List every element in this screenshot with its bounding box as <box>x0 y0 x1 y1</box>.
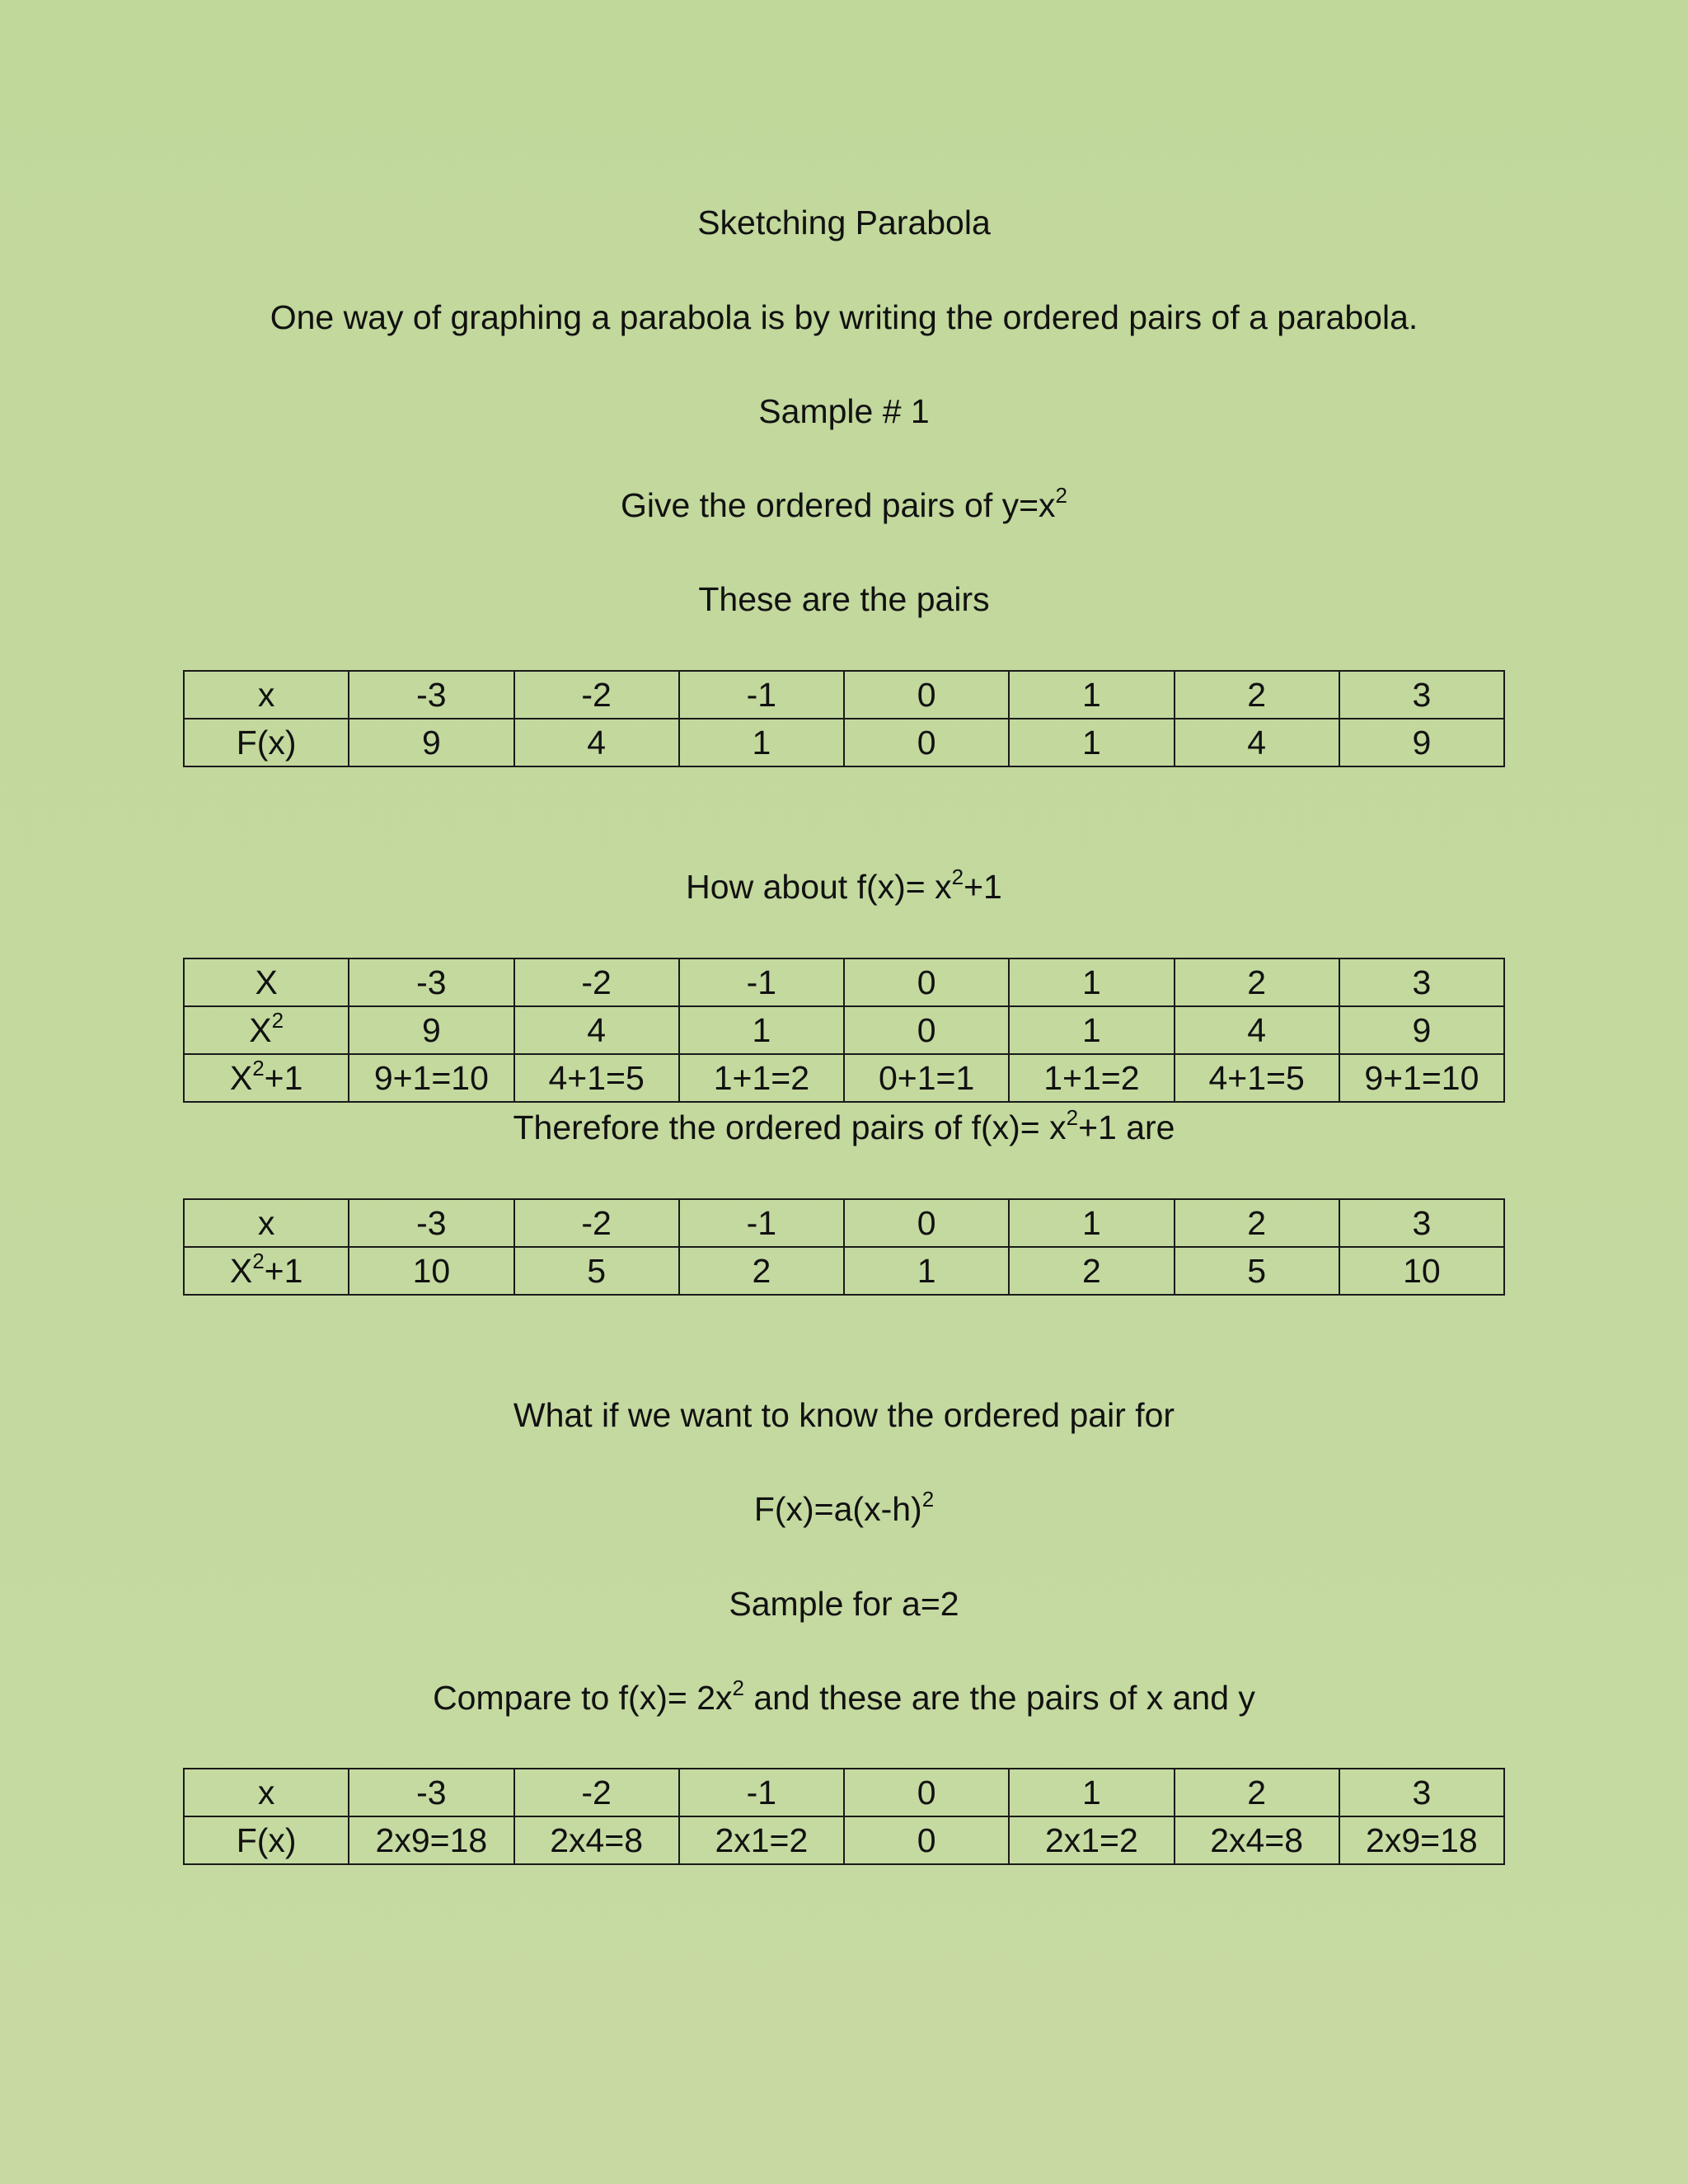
row-header-exponent: 2 <box>271 1008 284 1033</box>
sample-heading-text: Sample # 1 <box>758 392 930 430</box>
table-row <box>184 1247 1504 1295</box>
page-title <box>0 202 1688 243</box>
intro-paragraph <box>0 297 1688 338</box>
row-header-cell: x <box>184 671 349 719</box>
table-cell: 4+1=5 <box>514 1054 679 1102</box>
table-cell: 2 <box>1009 1247 1174 1295</box>
table-cell: 9+1=10 <box>349 1054 513 1102</box>
sample-question <box>0 485 1688 526</box>
row-header-cell <box>184 1247 349 1295</box>
row-header-cell: F(x) <box>184 1816 349 1864</box>
sample-question-text: Give the ordered pairs of y=x <box>620 486 1056 524</box>
table-cell: 4 <box>1175 1006 1339 1054</box>
table-cell: 1 <box>844 1247 1009 1295</box>
table-row <box>184 1054 1504 1102</box>
table-cell: -2 <box>514 958 679 1006</box>
row-header-cell <box>184 1006 349 1054</box>
table-cell: 9+1=10 <box>1339 1054 1504 1102</box>
table-cell: 3 <box>1339 958 1504 1006</box>
sample-a-text: Sample for a=2 <box>729 1585 959 1623</box>
table-cell: 4 <box>514 1006 679 1054</box>
table-row <box>184 1006 1504 1054</box>
compare-suffix: and these are the pairs of x and y <box>743 1679 1255 1717</box>
ordered-pairs-table-3 <box>183 1198 1505 1296</box>
table-cell: -1 <box>679 1769 844 1816</box>
how-about-text: How about f(x)= x <box>686 868 952 906</box>
table-cell: 0+1=1 <box>844 1054 1009 1102</box>
table-cell: 10 <box>1339 1247 1504 1295</box>
page-title-text: Sketching Parabola <box>697 204 991 241</box>
table-cell: 2 <box>679 1247 844 1295</box>
sample-heading <box>0 391 1688 432</box>
therefore-text: Therefore the ordered pairs of f(x)= x <box>513 1108 1067 1146</box>
table-cell: 1+1=2 <box>679 1054 844 1102</box>
table-cell: 2 <box>1175 1199 1339 1247</box>
table-cell: 1 <box>679 719 844 766</box>
table-cell: 2x4=8 <box>514 1816 679 1864</box>
row-header-suffix: +1 <box>264 1252 303 1290</box>
table-row <box>184 719 1504 766</box>
table-row <box>184 1816 1504 1864</box>
therefore-suffix: +1 are <box>1078 1108 1175 1146</box>
table-cell: 4 <box>1175 719 1339 766</box>
table-cell: -2 <box>514 1199 679 1247</box>
row-header-cell: x <box>184 1199 349 1247</box>
table-cell: 4 <box>514 719 679 766</box>
what-if-text: What if we want to know the ordered pair for <box>513 1396 1175 1434</box>
table-cell: 9 <box>1339 1006 1504 1054</box>
table-cell: 10 <box>349 1247 513 1295</box>
table-cell: 2x1=2 <box>1009 1816 1174 1864</box>
table-cell: 0 <box>844 671 1009 719</box>
table-cell: 9 <box>349 1006 513 1054</box>
pairs-label <box>0 579 1688 620</box>
table-cell: -1 <box>679 958 844 1006</box>
table-cell: 9 <box>349 719 513 766</box>
sample-a-line <box>0 1583 1688 1624</box>
table-cell: 1 <box>1009 719 1174 766</box>
how-about-exponent: 2 <box>951 865 964 890</box>
ordered-pairs-table-2 <box>183 958 1505 1103</box>
intro-text: One way of graphing a parabola is by writing the ordered pairs of a parabola. <box>270 298 1418 336</box>
table-cell: 0 <box>844 958 1009 1006</box>
table-cell: 2 <box>1175 671 1339 719</box>
table-cell: 1 <box>679 1006 844 1054</box>
compare-line <box>0 1677 1688 1718</box>
sample-question-exponent: 2 <box>1055 483 1068 509</box>
row-header-exponent: 2 <box>252 1249 265 1274</box>
table-row <box>184 1199 1504 1247</box>
table-cell: 1 <box>1009 958 1174 1006</box>
table-cell: 2x1=2 <box>679 1816 844 1864</box>
table-cell: -3 <box>349 1199 513 1247</box>
table-cell: 0 <box>844 1816 1009 1864</box>
table-cell: 2x9=18 <box>349 1816 513 1864</box>
table-cell: -2 <box>514 1769 679 1816</box>
table-cell: 5 <box>1175 1247 1339 1295</box>
compare-exponent: 2 <box>732 1675 744 1701</box>
table-cell: 0 <box>844 719 1009 766</box>
how-about-line <box>0 866 1688 907</box>
ordered-pairs-table-1 <box>183 670 1505 767</box>
table-cell: 3 <box>1339 1199 1504 1247</box>
table-cell: 4+1=5 <box>1175 1054 1339 1102</box>
row-header-cell: X <box>184 958 349 1006</box>
table-row <box>184 1769 1504 1816</box>
row-header-cell: x <box>184 1769 349 1816</box>
what-if-line <box>0 1394 1688 1436</box>
table-row <box>184 958 1504 1006</box>
formula-exponent: 2 <box>921 1487 935 1512</box>
table-cell: 1 <box>1009 1769 1174 1816</box>
table-cell: 1+1=2 <box>1009 1054 1174 1102</box>
row-header-base: X <box>249 1011 272 1049</box>
table-cell: 2x9=18 <box>1339 1816 1504 1864</box>
table-cell: 1 <box>1009 1006 1174 1054</box>
table-cell: 2x4=8 <box>1175 1816 1339 1864</box>
table-cell: 0 <box>844 1199 1009 1247</box>
table-cell: 5 <box>514 1247 679 1295</box>
table-cell: 1 <box>1009 671 1174 719</box>
table-cell: 9 <box>1339 719 1504 766</box>
pairs-label-text: These are the pairs <box>698 580 990 618</box>
table-cell: -3 <box>349 671 513 719</box>
table-cell: 0 <box>844 1006 1009 1054</box>
row-header-cell <box>184 1054 349 1102</box>
table-cell: -1 <box>679 1199 844 1247</box>
table-cell: -1 <box>679 671 844 719</box>
row-header-exponent: 2 <box>252 1056 265 1081</box>
table-row <box>184 671 1504 719</box>
formula-text: F(x)=a(x-h) <box>753 1490 922 1528</box>
row-header-base: X <box>229 1252 253 1290</box>
row-header-cell: F(x) <box>184 719 349 766</box>
formula-line <box>0 1488 1688 1530</box>
row-header-suffix: +1 <box>264 1059 303 1097</box>
table-cell: 1 <box>1009 1199 1174 1247</box>
row-header-base: X <box>229 1059 253 1097</box>
compare-text: Compare to f(x)= 2x <box>433 1679 733 1717</box>
table-cell: 3 <box>1339 1769 1504 1816</box>
table-cell: -2 <box>514 671 679 719</box>
table-cell: -3 <box>349 1769 513 1816</box>
table-cell: 2 <box>1175 1769 1339 1816</box>
table-cell: -3 <box>349 958 513 1006</box>
how-about-suffix: +1 <box>964 868 1002 906</box>
table-cell: 0 <box>844 1769 1009 1816</box>
table-cell: 3 <box>1339 671 1504 719</box>
therefore-exponent: 2 <box>1066 1105 1079 1131</box>
table-cell: 2 <box>1175 958 1339 1006</box>
ordered-pairs-table-4 <box>183 1768 1505 1865</box>
therefore-line <box>0 1107 1688 1148</box>
